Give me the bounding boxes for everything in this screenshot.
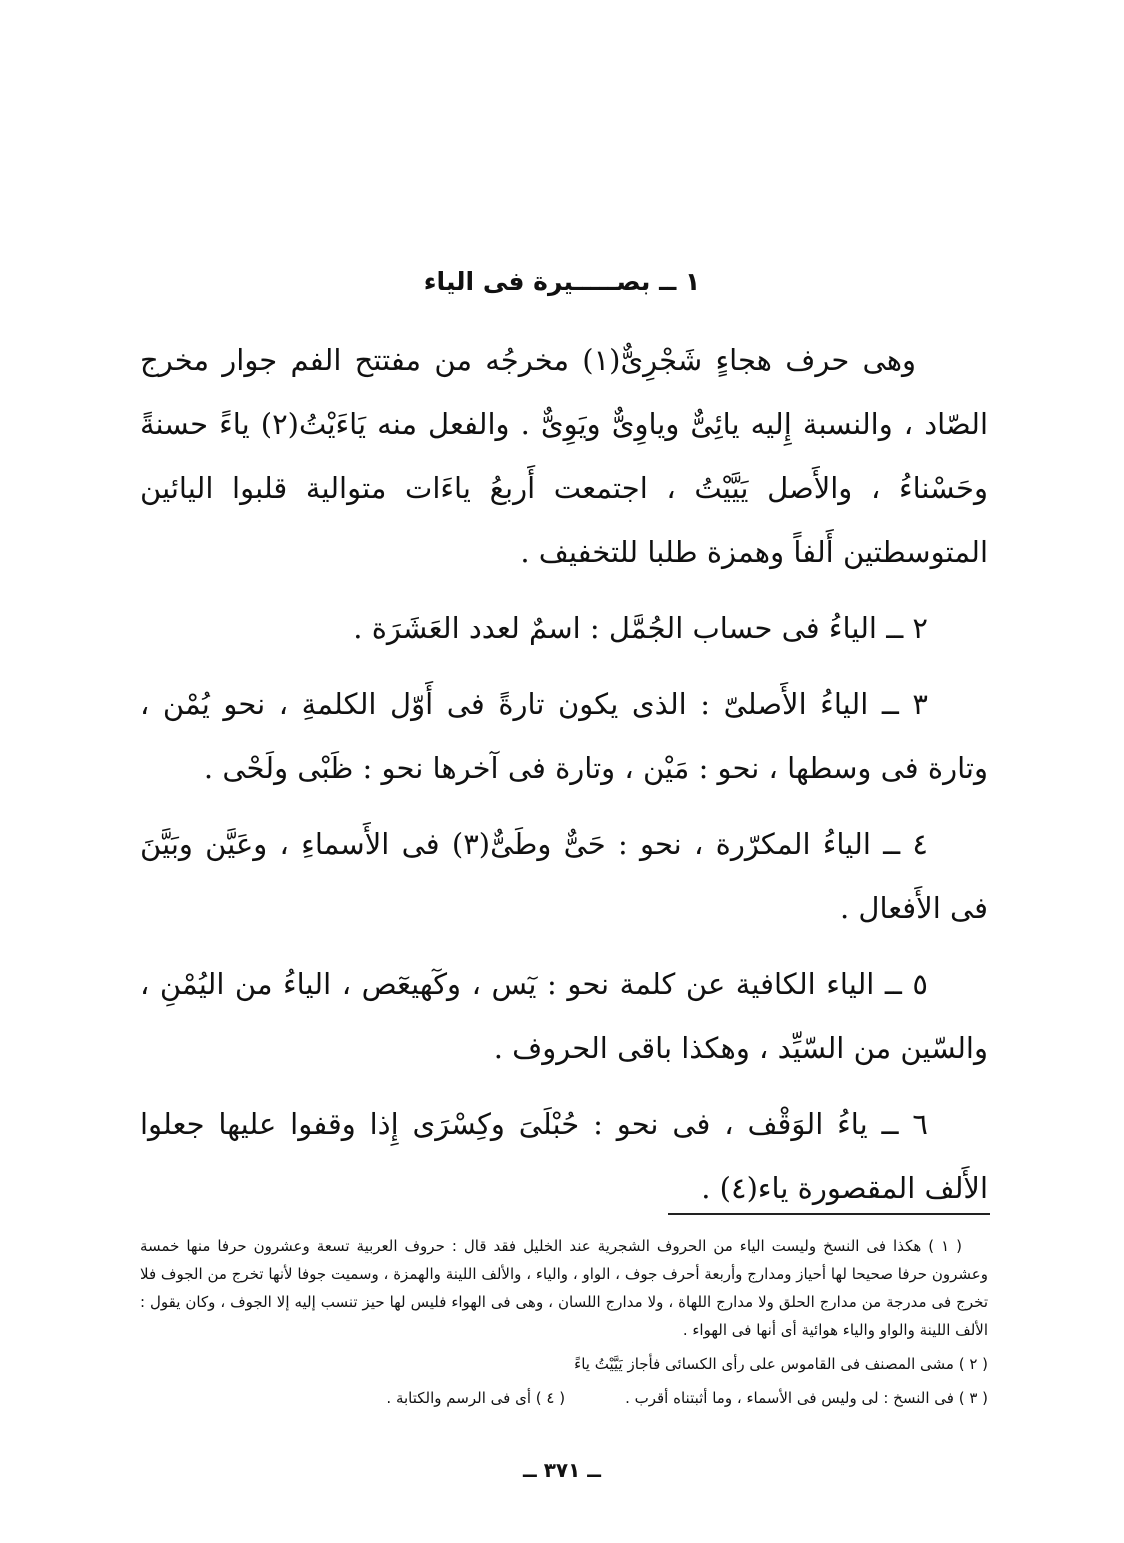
section-heading: ١ ــ بصـــــيرة فى الياء xyxy=(423,267,701,296)
footnotes xyxy=(140,1232,988,1412)
footnote-2: ( ٢ ) مشى المصنف فى القاموس على رأى الكسائى فأجاز يَيَّيْتُ ياءً xyxy=(574,1355,988,1373)
paragraph-intro: وهى حرف هجاءٍ شَجْرِىٌّ(١) مخرجُه من مفتتح الفم جوار مخرج الصّاد ، والنسبة إِليه يائِىٌّ وياوِىٌّ ويَوِىٌّ . والفعل منه يَاءَيْتُ(٢) ياءً حسنةً وحَسْناءُ ، والأَصل يَيَّيْتُ ، اجتمعت أَربعُ ياءَات متوالية قلبوا اليائين المتوسطتين أَلفاً وهمزة طلبا للتخفيف . xyxy=(140,343,989,569)
paragraph-item-2: ٢ ــ الياءُ فى حساب الجُمَّل : اسمٌ لعدد العَشَرَة . xyxy=(353,611,928,645)
footnote-row xyxy=(140,1384,988,1412)
footnote-3: ( ٣ ) فى النسخ : لى وليس فى الأسماء ، وما أثبتناه أقرب . xyxy=(625,1389,988,1407)
footnote-divider xyxy=(668,1213,990,1215)
paragraph-item-4: ٤ ــ الياءُ المكرّرة ، نحو : حَىٌّ وطَىٌّ(٣) فى الأَسماءِ ، وعَيَّن وبَيَّنَ فى الأَفعال . xyxy=(140,827,988,925)
footnote-4: ( ٤ ) أى فى الرسم والكتابة . xyxy=(386,1389,566,1407)
paragraph-item-3: ٣ ــ الياءُ الأَصلىّ : الذى يكون تارةً فى أَوّل الكلمةِ ، نحو يُمْن ، وتارة فى وسطها ، نحو : مَيْن ، وتارة فى آخرها نحو : ظَبْى ولَحْى . xyxy=(140,687,988,785)
paragraph-item-6: ٦ ــ ياءُ الوَقْف ، فى نحو : حُبْلَىَ وكِسْرَى إِذا وقفوا عليها جعلوا الأَلف المقصورة ياء(٤) . xyxy=(140,1107,988,1205)
paragraph-item-5: ٥ ــ الياء الكافية عن كلمة نحو : يٓس ، وكٓهيعٓص ، الياءُ من اليُمْنِ ، والسّين من السّيِّد ، وهكذا باقى الحروف . xyxy=(140,967,988,1065)
footnote-1: ( ١ ) هكذا فى النسخ وليست الياء من الحروف الشجرية عند الخليل فقد قال : حروف العربية تسعة وعشرون حرفا منها خمسة وعشرون حرفا صحيحا لها أحياز ومدارج وأربعة أحرف جوف ، الواو ، والياء ، والألف اللينة والهمزة ، وسميت جوفا لأنها تخرج من الجوف فلا تخرج فى مدرجة من مدارج الحلق ولا مدارج اللهاة ، ولا مدارج اللسان ، وهى فى الهواء فليس لها حيز تنسب إليه إلا الجوف ، وكان يقول : الألف اللينة والواو والياء هوائية أى أنها فى الهواء . xyxy=(140,1237,988,1339)
page-number: ــ ٣٧١ ــ xyxy=(523,1458,601,1482)
main-text xyxy=(140,328,988,1232)
